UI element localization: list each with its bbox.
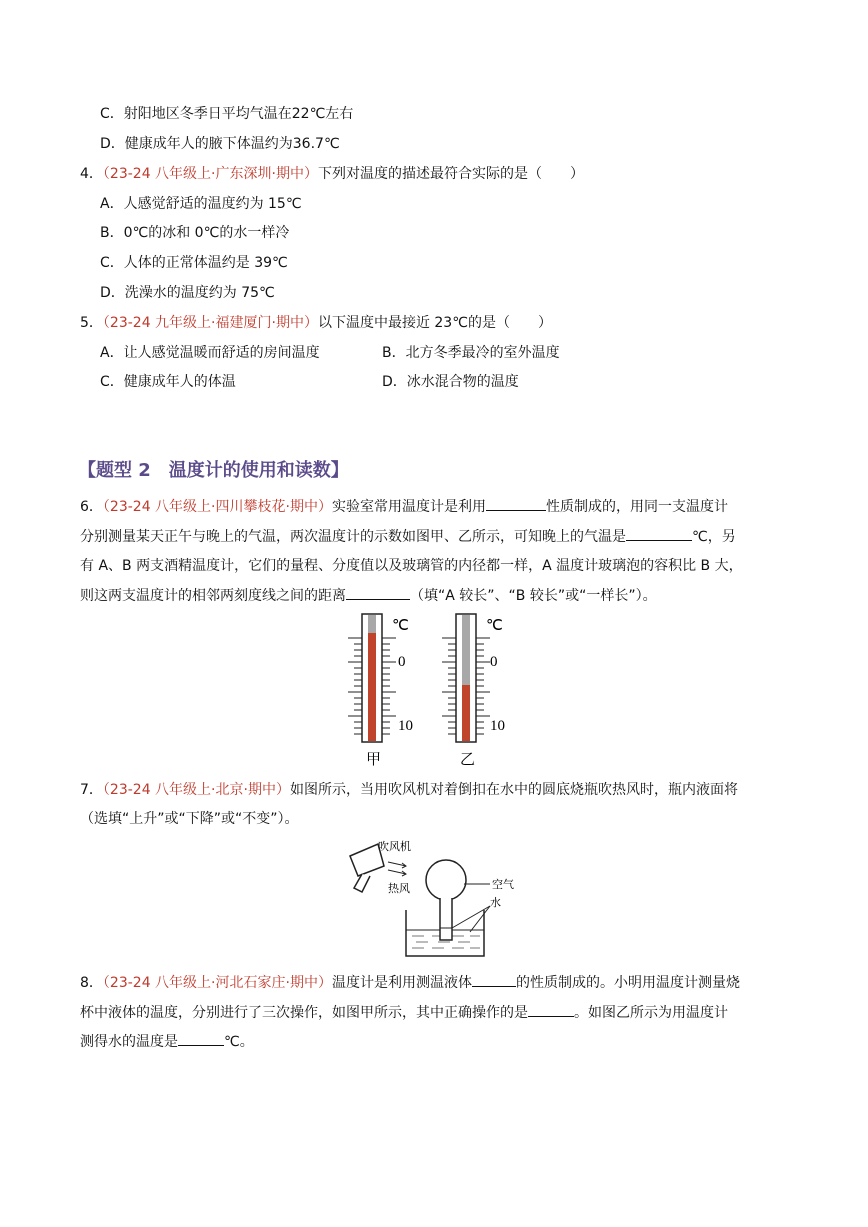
- flask: [426, 860, 466, 940]
- thermometer-yi-label: 乙: [460, 750, 476, 768]
- air-label: 空气: [492, 878, 514, 891]
- q7-number: 7．: [80, 782, 103, 798]
- q7-line-2: （选填“上升”或“下降”或“不变”）。: [80, 811, 299, 827]
- q4-option-b: B．0℃的冰和 0℃的水一样冷: [100, 225, 290, 241]
- q8-line-1: [80, 972, 740, 993]
- q6-text-2a: 分别测量某天正午与晚上的气温，两次温度计的示数如图甲、乙所示，可知晚上的气温是: [80, 529, 626, 545]
- flask-figure: [340, 836, 540, 962]
- q6-source: （23-24 八年级上·四川攀枝花·期中）: [102, 499, 332, 515]
- q7-source: （23-24 八年级上·北京·期中）: [102, 782, 290, 798]
- thermometer-jia-tick-0: 0: [398, 654, 406, 670]
- q7-text-1: 如图所示，当用吹风机对着倒扣在水中的圆底烧瓶吹热风时，瓶内液面将: [289, 782, 738, 798]
- q4-stem-line: [80, 164, 584, 184]
- thermometer-figure: [330, 612, 530, 768]
- q8-text-3b: ℃。: [224, 1034, 254, 1050]
- q6-line-4: [80, 585, 657, 606]
- thermometer-yi-tick-10: 10: [490, 718, 505, 734]
- q8-text-2b: 。如图乙所示为用温度计: [574, 1005, 728, 1021]
- q4-number: 4．: [80, 166, 103, 182]
- q5-option-b: B．北方冬季最冷的室外温度: [382, 345, 560, 361]
- thermometer-jia-unit: ℃: [392, 618, 409, 634]
- q6-text-1b: 性质制成的，用同一支温度计: [545, 499, 728, 515]
- q6-blank-2: [626, 526, 692, 541]
- q8-text-3a: 测得水的温度是: [80, 1034, 178, 1050]
- q4-option-c: C．人体的正常体温约是 39℃: [100, 255, 288, 271]
- q6-line-1: [80, 496, 728, 517]
- q6-text-2b: ℃，另: [692, 529, 736, 545]
- q6-text-4a: 则这两支温度计的相邻两刻度线之间的距离: [80, 588, 346, 604]
- section-heading: 【题型 2 温度计的使用和读数】: [78, 460, 349, 481]
- q6-text-4b: （填“A 较长”、“B 较长”或“一样长”）。: [410, 588, 657, 604]
- thermometer-jia-empty: [368, 615, 376, 633]
- q8-line-3: [80, 1031, 254, 1052]
- q8-text-1b: 的性质制成的。小明用温度计测量烧: [515, 975, 740, 991]
- q8-text-2a: 杯中液体的温度，分别进行了三次操作，如图甲所示，其中正确操作的是: [80, 1005, 528, 1021]
- q3-option-d: D．健康成年人的腋下体温约为36.7℃: [100, 136, 340, 152]
- thermometer-jia-label: 甲: [366, 750, 382, 768]
- q6-text-1a: 实验室常用温度计是利用: [331, 499, 486, 515]
- thermometer-yi-tick-0: 0: [490, 654, 498, 670]
- q5-option-a: A．让人感觉温暖而舒适的房间温度: [100, 345, 320, 361]
- water-label: 水: [490, 896, 501, 909]
- q5-option-c: C．健康成年人的体温: [100, 374, 236, 390]
- q7-line-1: [80, 780, 738, 800]
- hot-air-label: 热风: [388, 882, 410, 895]
- q5-source: （23-24 九年级上·福建厦门·期中）: [102, 315, 318, 331]
- thermometer-yi: [442, 614, 505, 768]
- dryer-label: 吹风机: [378, 840, 411, 853]
- thermometer-jia-liquid: [368, 633, 376, 741]
- q4-stem: 下列对温度的描述最符合实际的是（ ）: [317, 166, 584, 182]
- thermometer-yi-liquid: [462, 685, 470, 741]
- q5-stem-line: [80, 313, 552, 333]
- q5-stem: 以下温度中最接近 23℃的是（ ）: [317, 315, 552, 331]
- q5-option-d: D．冰水混合物的温度: [382, 374, 519, 390]
- thermometer-jia-tick-10: 10: [398, 718, 413, 734]
- thermometer-yi-empty: [462, 615, 470, 685]
- q3-option-c: C．射阳地区冬季日平均气温在22℃左右: [100, 106, 354, 122]
- q8-blank-2: [528, 1002, 574, 1017]
- q8-blank-3: [178, 1031, 224, 1046]
- q6-number: 6．: [80, 499, 103, 515]
- hot-air-arrows: [388, 862, 406, 876]
- q6-line-3: 有 A、B 两支酒精温度计，它们的量程、分度值以及玻璃管的内径都一样，A 温度计玻璃泡的容积比 B 大，: [80, 558, 743, 574]
- q4-option-a: A．人感觉舒适的温度约为 15℃: [100, 196, 302, 212]
- thermometer-yi-unit: ℃: [486, 618, 503, 634]
- q8-number: 8．: [80, 975, 103, 991]
- q8-blank-1: [472, 972, 516, 987]
- q6-line-2: [80, 526, 736, 547]
- thermometer-jia: [348, 614, 413, 768]
- q4-option-d: D．洗澡水的温度约为 75℃: [100, 285, 275, 301]
- q8-line-2: [80, 1002, 728, 1023]
- q8-text-1a: 温度计是利用测温液体: [331, 975, 472, 991]
- q6-blank-1: [486, 496, 546, 511]
- q4-source: （23-24 八年级上·广东深圳·期中）: [102, 166, 318, 182]
- q6-blank-3: [346, 585, 410, 600]
- q8-source: （23-24 八年级上·河北石家庄·期中）: [102, 975, 332, 991]
- q5-number: 5．: [80, 315, 103, 331]
